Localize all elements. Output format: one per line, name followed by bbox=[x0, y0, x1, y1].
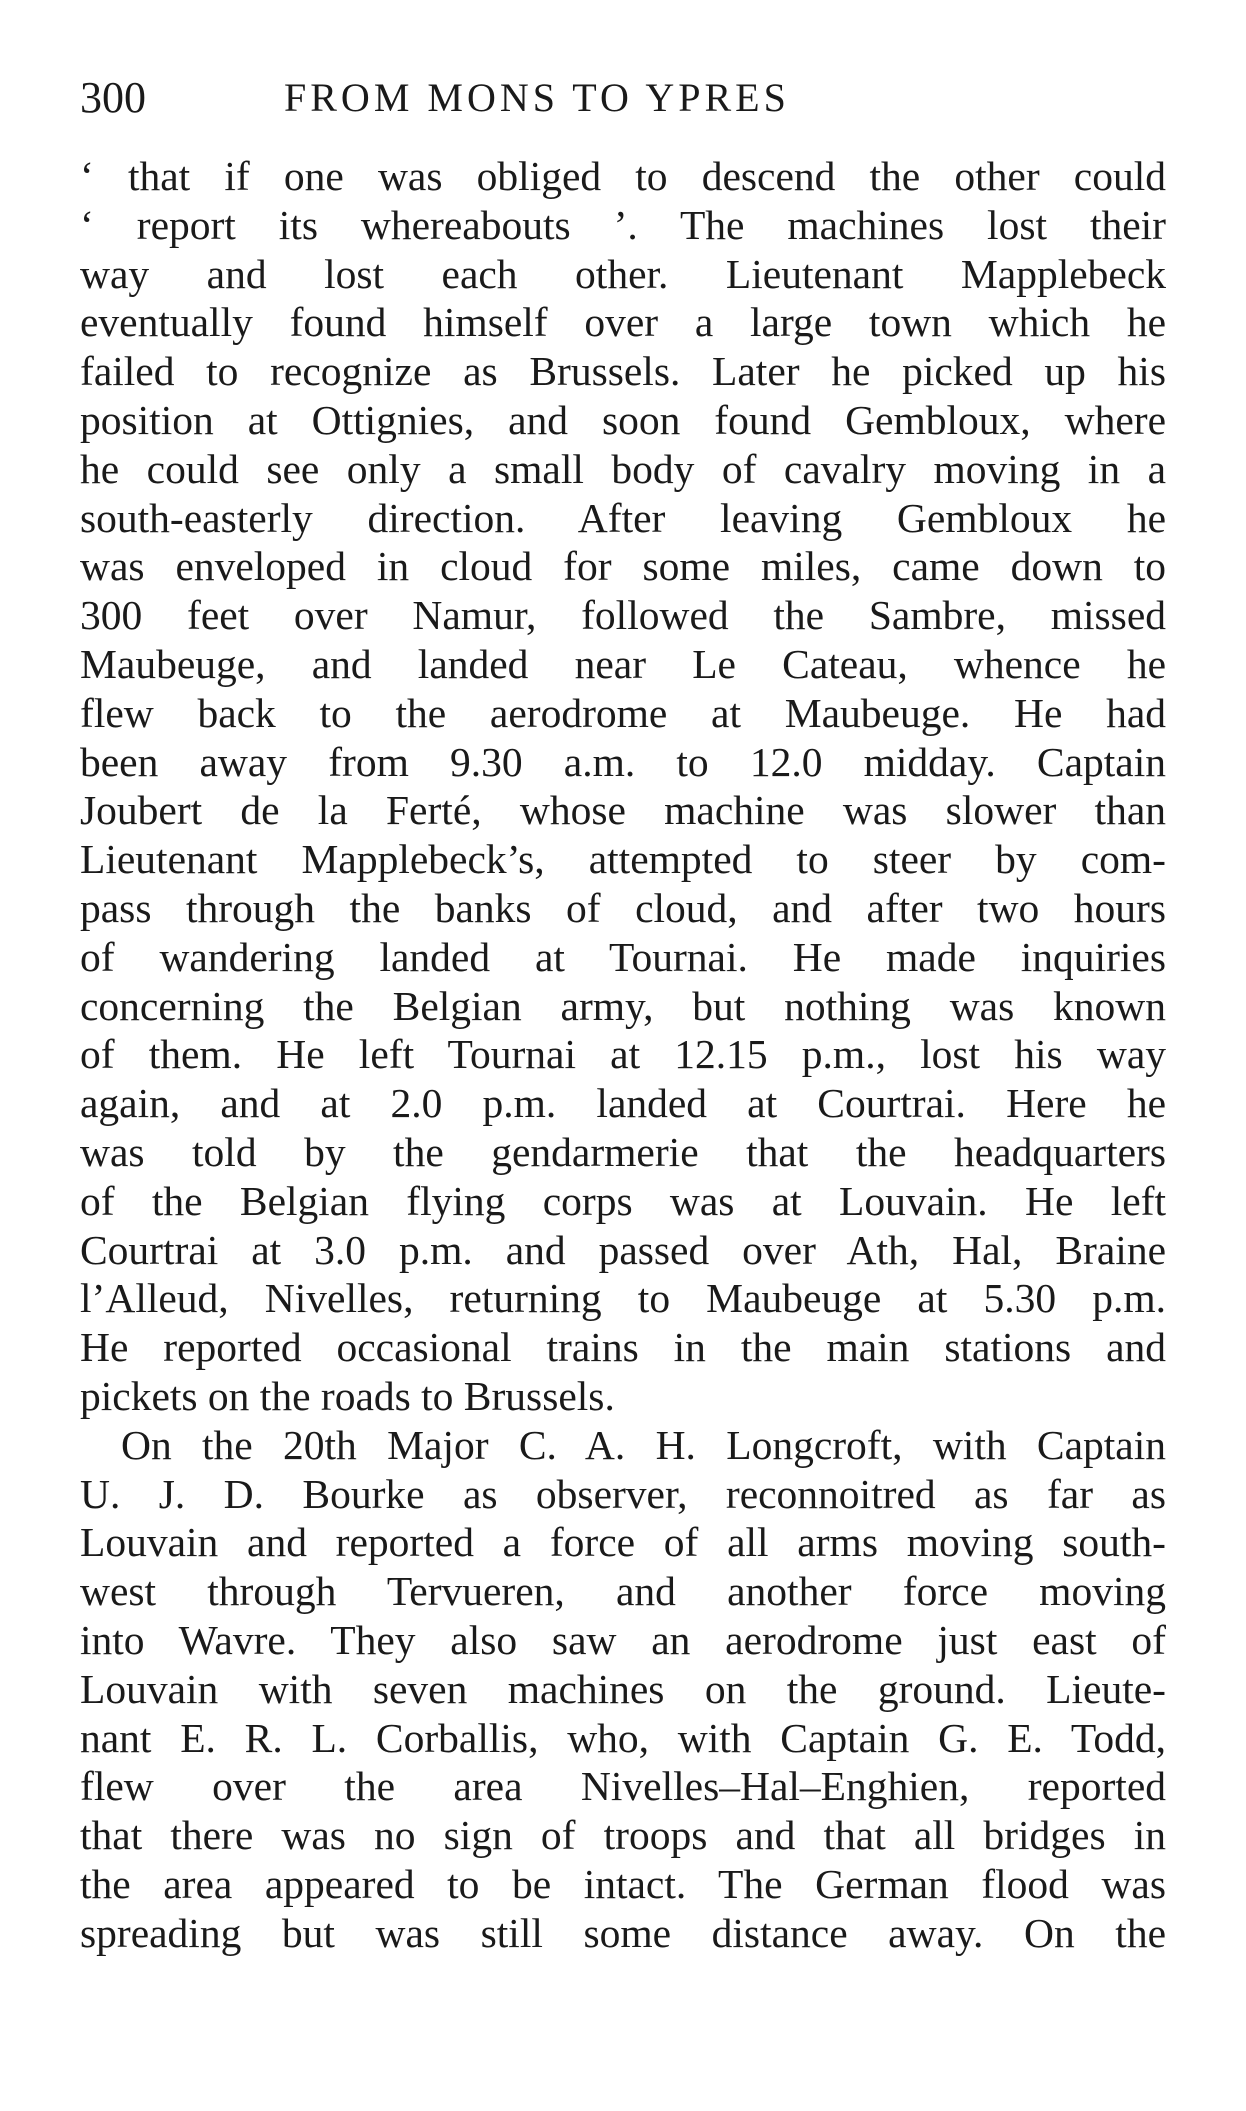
text-line: of the Belgian flying corps was at Louvain. He left bbox=[80, 1177, 1166, 1224]
text-line: west through Tervueren, and another force moving bbox=[80, 1568, 1166, 1615]
text-line: flew over the area Nivelles–Hal–Enghien, reported bbox=[80, 1763, 1166, 1810]
page-number: 300 bbox=[80, 73, 146, 122]
text-line: He reported occasional trains in the main stations and bbox=[80, 1324, 1166, 1371]
text-line: Courtrai at 3.0 p.m. and passed over Ath, Hal, Braine bbox=[80, 1226, 1166, 1273]
text-line: was told by the gendarmerie that the headquarters bbox=[80, 1128, 1166, 1175]
body-text bbox=[80, 152, 1166, 1957]
text-line: flew back to the aerodrome at Maubeuge. He had bbox=[80, 689, 1166, 736]
text-line: nant E. R. L. Corballis, who, with Captain G. E. Todd, bbox=[80, 1714, 1166, 1761]
text-line: pickets on the roads to Brussels. bbox=[80, 1372, 615, 1419]
paragraph-start-line: On the 20th Major C. A. H. Longcroft, with Captain bbox=[121, 1421, 1166, 1468]
text-line: position at Ottignies, and soon found Gembloux, where bbox=[80, 396, 1166, 443]
text-line: concerning the Belgian army, but nothing was known bbox=[80, 982, 1166, 1029]
text-line: Lieutenant Mapplebeck’s, attempted to steer by com- bbox=[80, 836, 1166, 883]
text-line: of wandering landed at Tournai. He made inquiries bbox=[80, 933, 1166, 980]
text-line: failed to recognize as Brussels. Later he picked up his bbox=[80, 348, 1166, 395]
text-line: the area appeared to be intact. The German flood was bbox=[80, 1860, 1166, 1907]
text-line: he could see only a small body of cavalry moving in a bbox=[80, 445, 1166, 492]
text-line: was enveloped in cloud for some miles, came down to bbox=[80, 543, 1166, 590]
text-line: way and lost each other. Lieutenant Mapplebeck bbox=[80, 250, 1166, 297]
text-line: south-easterly direction. After leaving Gembloux he bbox=[80, 494, 1166, 541]
page-header bbox=[80, 66, 1166, 130]
text-line: pass through the banks of cloud, and after two hours bbox=[80, 884, 1166, 931]
text-line: again, and at 2.0 p.m. landed at Courtrai. Here he bbox=[80, 1080, 1166, 1127]
text-line: ‘ report its whereabouts ’. The machines lost their bbox=[80, 201, 1166, 248]
text-line: ‘ that if one was obliged to descend the other could bbox=[80, 153, 1166, 199]
text-line: Louvain with seven machines on the ground. Lieute- bbox=[80, 1665, 1166, 1712]
text-line: Maubeuge, and landed near Le Cateau, whence he bbox=[80, 640, 1166, 687]
text-line: l’Alleud, Nivelles, returning to Maubeuge at 5.30 p.m. bbox=[80, 1275, 1166, 1322]
text-line: that there was no sign of troops and that all bridges in bbox=[80, 1812, 1166, 1859]
text-line: of them. He left Tournai at 12.15 p.m., lost his way bbox=[80, 1031, 1166, 1078]
running-head: FROM MONS TO YPRES bbox=[284, 75, 790, 120]
text-line: U. J. D. Bourke as observer, reconnoitred as far as bbox=[80, 1470, 1166, 1517]
text-line: spreading but was still some distance away. On the bbox=[80, 1909, 1166, 1956]
text-line: Joubert de la Ferté, whose machine was slower than bbox=[80, 787, 1166, 834]
text-line: into Wavre. They also saw an aerodrome just east of bbox=[80, 1616, 1166, 1663]
text-line: eventually found himself over a large town which he bbox=[80, 299, 1166, 346]
text-line: Louvain and reported a force of all arms moving south- bbox=[80, 1519, 1166, 1566]
text-line: 300 feet over Namur, followed the Sambre, missed bbox=[80, 592, 1166, 639]
text-line: been away from 9.30 a.m. to 12.0 midday. Captain bbox=[80, 738, 1166, 785]
